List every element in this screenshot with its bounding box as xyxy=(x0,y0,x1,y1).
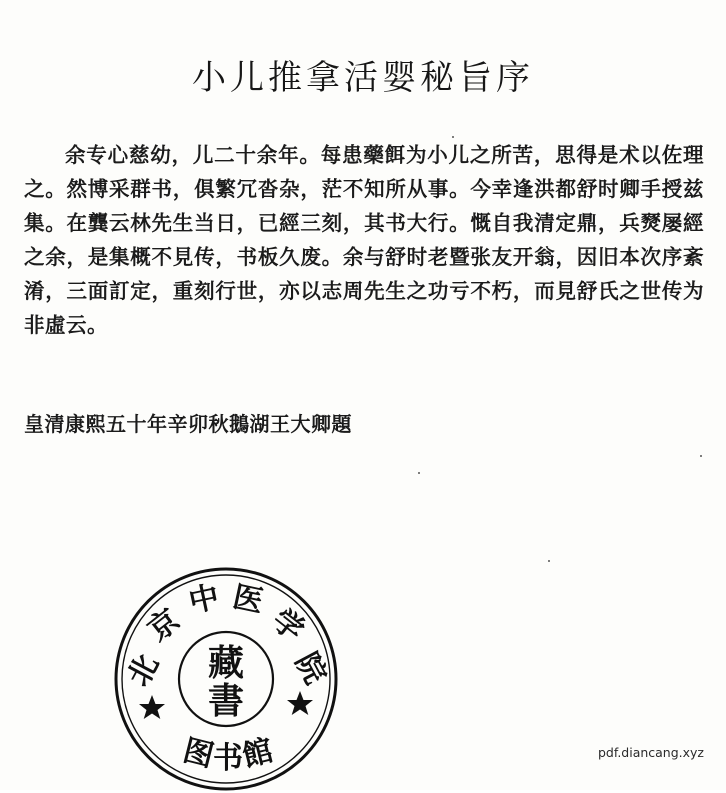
svg-text:学: 学 xyxy=(265,602,311,649)
svg-text:藏: 藏 xyxy=(207,642,245,684)
page-title: 小儿推拿活婴秘旨序 xyxy=(192,58,534,98)
svg-text:中: 中 xyxy=(185,579,223,620)
svg-text:院: 院 xyxy=(287,647,333,690)
svg-text:书: 书 xyxy=(213,741,243,776)
svg-text:北: 北 xyxy=(121,649,167,692)
library-seal-stamp xyxy=(112,565,340,793)
svg-text:館: 館 xyxy=(238,733,277,775)
watermark-text: pdf.diancang.xyz xyxy=(597,745,704,760)
svg-text:医: 医 xyxy=(229,579,267,620)
svg-text:書: 書 xyxy=(207,680,245,722)
scan-speck xyxy=(700,455,702,457)
svg-text:图: 图 xyxy=(179,733,218,775)
signature-line: 皇清康熙五十年辛卯秋鵝湖王大卿題 xyxy=(24,412,352,436)
scan-speck xyxy=(548,560,550,562)
scan-speck xyxy=(418,472,420,474)
svg-text:京: 京 xyxy=(141,602,187,649)
preface-body-text: 余专心慈幼，儿二十余年。每患藥餌为小儿之所苦，思得是术以佐理之。然博采群书，俱繁冗沓杂，茫不知所从事。今幸逢洪都舒时卿手授兹集。在龔云林先生当日，已經三刻，其书大行。慨自我清定鼎，兵燹屡經之余，是集概不見传，书板久废。余与舒时老暨张友开翁，因旧本次序紊淆，三面訂定，重刻行世，亦以志周先生之功亏不朽，而見舒氏之世传为非虛云。 xyxy=(24,143,704,337)
scan-speck xyxy=(452,136,454,138)
